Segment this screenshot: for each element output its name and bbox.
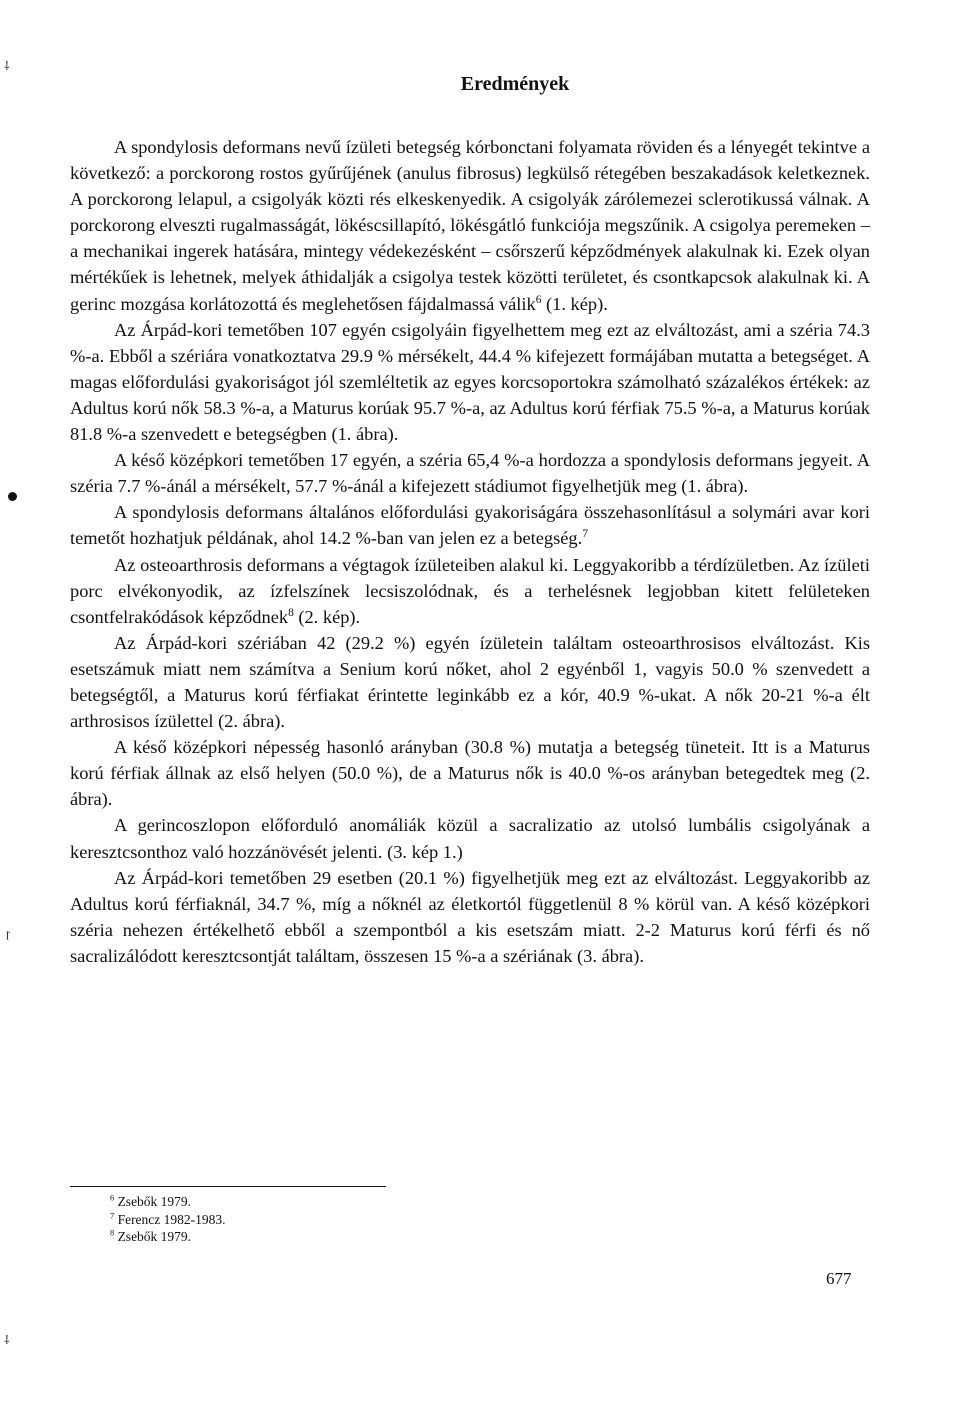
- page-number: 677: [826, 1269, 852, 1288]
- paragraph: Az Árpád-kori temetőben 29 esetben (20.1 %) figyelhetjük meg ezt az elváltozást. Leggyakoribb az Adultus korú férfiaknál, 34.7 %, míg a nőknél az életkortól függetlenül 8 % körül van. A késő középkori széria nehezen értékelhető ebből a szempontból a kis esetszám miatt. 2-2 Maturus korú férfi és nő sacralizálódott keresztcsontját találtam, összesen 15 %-a a szériának (3. ábra).: [70, 867, 870, 966]
- footnote: $^6$ Zsebők 1979.: [110, 1193, 192, 1209]
- section-heading: Eredmények: [460, 73, 570, 95]
- page-content: [70, 70, 870, 969]
- paragraph: Az Árpád-kori szériában 42 (29.2 %) egyén ízületein találtam osteoarthrosisos elváltozást. Kis esetszámuk miatt nem számítva a Senium korú nőket, ahol 2 egyénből 1, vagyis 50.0 % szenvedett a betegségtől, a Maturus korú férfiakat érintette leginkább ez a kór, 40.9 %-ukat. A nők 20-21 %-a élt arthrosisos ízülettel (2. ábra).: [70, 632, 870, 732]
- paragraph: A spondylosis deformans általános előfordulási gyakoriságára összehasonlításul a solymári avar kori temetőt hozhatjuk példának, ahol 14.2 %-ban van jelen ez a betegség.$^7$: [70, 502, 870, 549]
- paragraph: A késő középkori temetőben 17 egyén, a széria 65,4 %-a hordozza a spondylosis deformans jegyeit. A széria 7.7 %-ánál a mérsékelt, 57.7 %-ánál a kifejezett stádiumot figyelhetjük meg (1. ábra).: [70, 450, 870, 497]
- footnote-ref: 8: [288, 606, 294, 619]
- scan-mark-bottom-left: ⸸: [4, 1333, 10, 1347]
- footnote-ref: 7: [582, 528, 588, 541]
- paragraph: Az Árpád-kori temetőben 107 egyén csigolyáin figyelhettem meg ezt az elváltozást, ami a széria 74.3 %-a. Ebből a szériára vonatkoztatva 29.9 % mérsékelt, 44.4 % kifejezett formájában mutatta a betegséget. A magas előfordulási gyakoriságot jól szemléltetik az egyes korcsoportokra számolható százalékos értékek: az Adultus korú nők 58.3 %-a, a Maturus korúak 95.7 %-a, az Adultus korú férfiak 75.5 %-a, a Maturus korúak 81.8 %-a szenvedett e betegségben (1. ábra).: [70, 319, 870, 445]
- paragraph: A spondylosis deformans nevű ízületi betegség kórbonctani folyamata röviden és a lényegét tekintve a következő: a porckorong rostos gyűrűjének (anulus fibrosus) legkülső rétegében beszakadások keletkeznek. A porckorong lelapul, a csigolyák közti rés elkeskenyedik. A csigolyák zárólemezei sclerotikussá válnak. A porckorong elveszti rugalmasságát, lökéscsillapító, lökésgátló funkciója megszűnik. A csigolya peremeken – a mechanikai ingerek hatására, mintegy védekezésként – csőrszerű képződmények alakulnak ki. Ezek olyan mértékűek is lehetnek, melyek áthidalják a csigolya testek közötti területet, és csontkapcsok alakulnak ki. A gerinc mozgása korlátozottá és meglehetősen fájdalmassá válik$^6$ (1. kép).: [70, 137, 870, 314]
- paragraph: A késő középkori népesség hasonló arányban (30.8 %) mutatja a betegség tüneteit. Itt is a Maturus korú férfiak állnak az első helyen (50.0 %), de a Maturus nők is 40.0 %-os arányban betegedtek meg (2. ábra).: [70, 737, 870, 810]
- footnotes: [70, 1186, 870, 1246]
- footnote-ref: 6: [535, 293, 542, 306]
- footnote: $^8$ Zsebők 1979.: [110, 1228, 192, 1244]
- paragraph: A gerincoszlopon előforduló anomáliák közül a sacralizatio az utolsó lumbális csigolyának a keresztcsonthoz való hozzánövését jelenti. (3. kép 1.): [70, 815, 870, 862]
- body-text: [70, 134, 870, 969]
- scan-mark-mid-left: ɼ: [6, 926, 10, 940]
- scan-dot-left: [8, 492, 17, 501]
- scan-mark-top-left: ⸸: [4, 59, 10, 73]
- footnote-divider: [70, 1186, 386, 1187]
- footnote: $^7$ Ferencz 1982-1983.: [110, 1211, 226, 1227]
- paragraph: Az osteoarthrosis deformans a végtagok ízületeiben alakul ki. Leggyakoribb a térdízületben. Az ízületi porc elvékonyodik, az ízfelszínek lecsiszolódnak, és a terhelésnek legjobban kitett felületeken csontfelrakódások képződnek$^8$ (2. kép).: [70, 554, 870, 627]
